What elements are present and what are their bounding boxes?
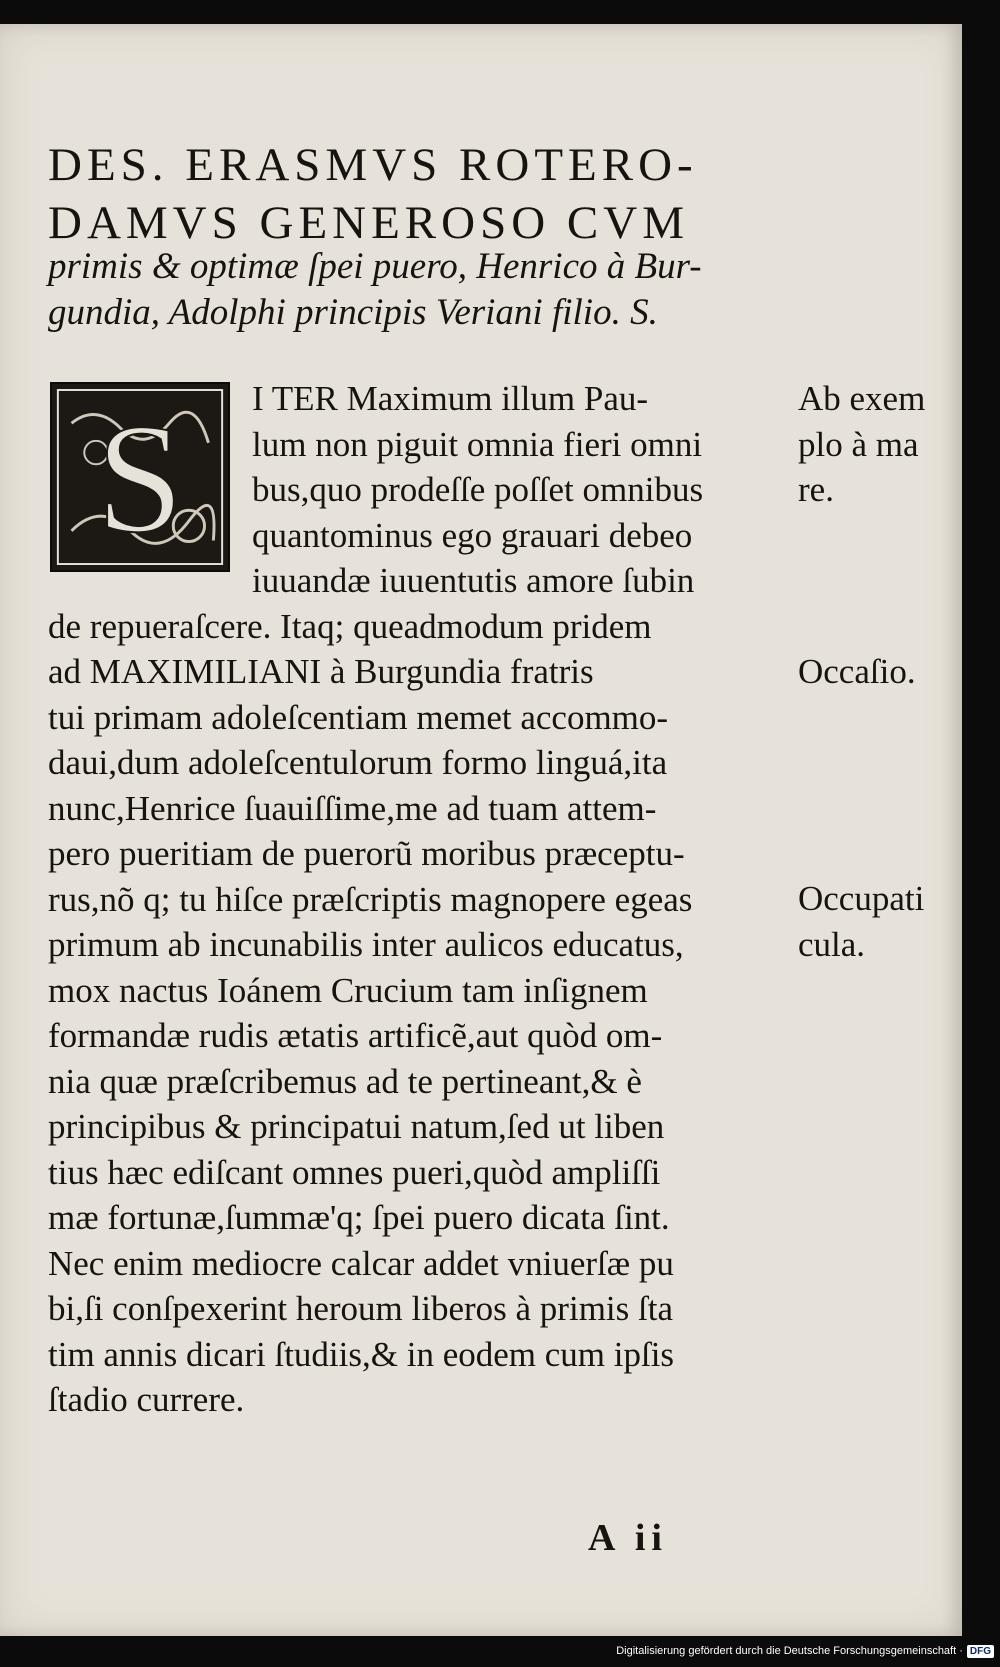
text-line: formandæ rudis ætatis artificẽ,aut quòd om- bbox=[48, 1016, 663, 1055]
heading-line-2: DAMVS GENEROSO CVM bbox=[48, 197, 690, 249]
dfg-logo-icon: DFG bbox=[967, 1645, 994, 1658]
margin-note-line: cula. bbox=[798, 924, 866, 964]
text-line: quantominus ego grauari debeo bbox=[252, 515, 693, 555]
text-line: pero pueritiam de puerorũ moribus præceptu- bbox=[48, 834, 685, 873]
text-line: principibus & principatui natum,ſed ut liben bbox=[48, 1107, 665, 1146]
heading-line-1: DES. ERASMVS ROTERO- bbox=[48, 139, 698, 191]
digitization-footer bbox=[616, 1641, 994, 1661]
svg-text:S: S bbox=[96, 391, 184, 565]
text-line: bus,quo prodeſſe poſſet omnibus bbox=[252, 470, 704, 509]
text-line: tui primam adoleſcentiam memet accommo- bbox=[48, 697, 669, 737]
footer-text: Digitalisierung gefördert durch die Deutsche Forschungsgemeinschaft · bbox=[616, 1645, 963, 1657]
book-page bbox=[0, 24, 962, 1636]
text-line: mox nactus Ioánem Crucium tam inſignem bbox=[48, 970, 648, 1010]
text-line: lum non piguit omnia fieri omni bbox=[252, 424, 703, 464]
dedication-intro bbox=[48, 244, 808, 336]
intro-line: gundia, Adolphi principis Veriani filio. S. bbox=[48, 292, 658, 333]
text-line: ad MAXIMILIANI à Burgundia fratris bbox=[48, 652, 594, 691]
signature-mark: A ii bbox=[588, 1517, 668, 1559]
margin-note-line: re. bbox=[798, 470, 834, 509]
page-heading bbox=[48, 136, 808, 252]
margin-note-line: Occaſio. bbox=[798, 652, 916, 691]
text-line: nia quæ præſcribemus ad te pertineant,& è bbox=[48, 1061, 642, 1101]
text-line: ſtadio currere. bbox=[48, 1380, 245, 1419]
margin-note-occasio bbox=[798, 649, 962, 695]
text-line: mæ fortunæ,ſummæ'q; ſpei puero dicata ſint. bbox=[48, 1198, 670, 1237]
text-line: nunc,Henrice ſuauiſſime,me ad tuam attem- bbox=[48, 788, 657, 828]
text-line: bi,ſi conſpexerint heroum liberos à primis ſta bbox=[48, 1289, 673, 1328]
text-line: rus,nõ q; tu hiſce præſcriptis magnopere egeas bbox=[48, 879, 693, 919]
text-line: de repueraſcere. Itaq; queadmodum pridem bbox=[48, 606, 652, 646]
margin-note-ab-exemplo bbox=[798, 376, 962, 513]
text-line: primum ab incunabilis inter aulicos educatus, bbox=[48, 925, 684, 964]
margin-note-occupatio bbox=[798, 876, 962, 967]
text-line: tius hæc ediſcant omnes pueri,quòd ampliſſi bbox=[48, 1152, 661, 1192]
intro-line: primis & optimæ ſpei puero, Henrico à Bur- bbox=[48, 246, 702, 287]
margin-note-line: Ab exem bbox=[798, 379, 926, 418]
text-line: daui,dum adoleſcentulorum formo linguá,ita bbox=[48, 743, 668, 782]
text-line: tim annis dicari ſtudiis,& in eodem cum ipſis bbox=[48, 1334, 675, 1374]
text-line: Nec enim mediocre calcar addet vniuerſæ pu bbox=[48, 1243, 674, 1283]
main-text bbox=[48, 376, 808, 1423]
margin-note-line: Occupati bbox=[798, 879, 925, 918]
margin-note-line: plo à ma bbox=[798, 424, 919, 464]
text-line: iuuandæ iuuentutis amore ſubin bbox=[252, 561, 695, 600]
text-line: I TER Maximum illum Pau- bbox=[252, 379, 649, 418]
